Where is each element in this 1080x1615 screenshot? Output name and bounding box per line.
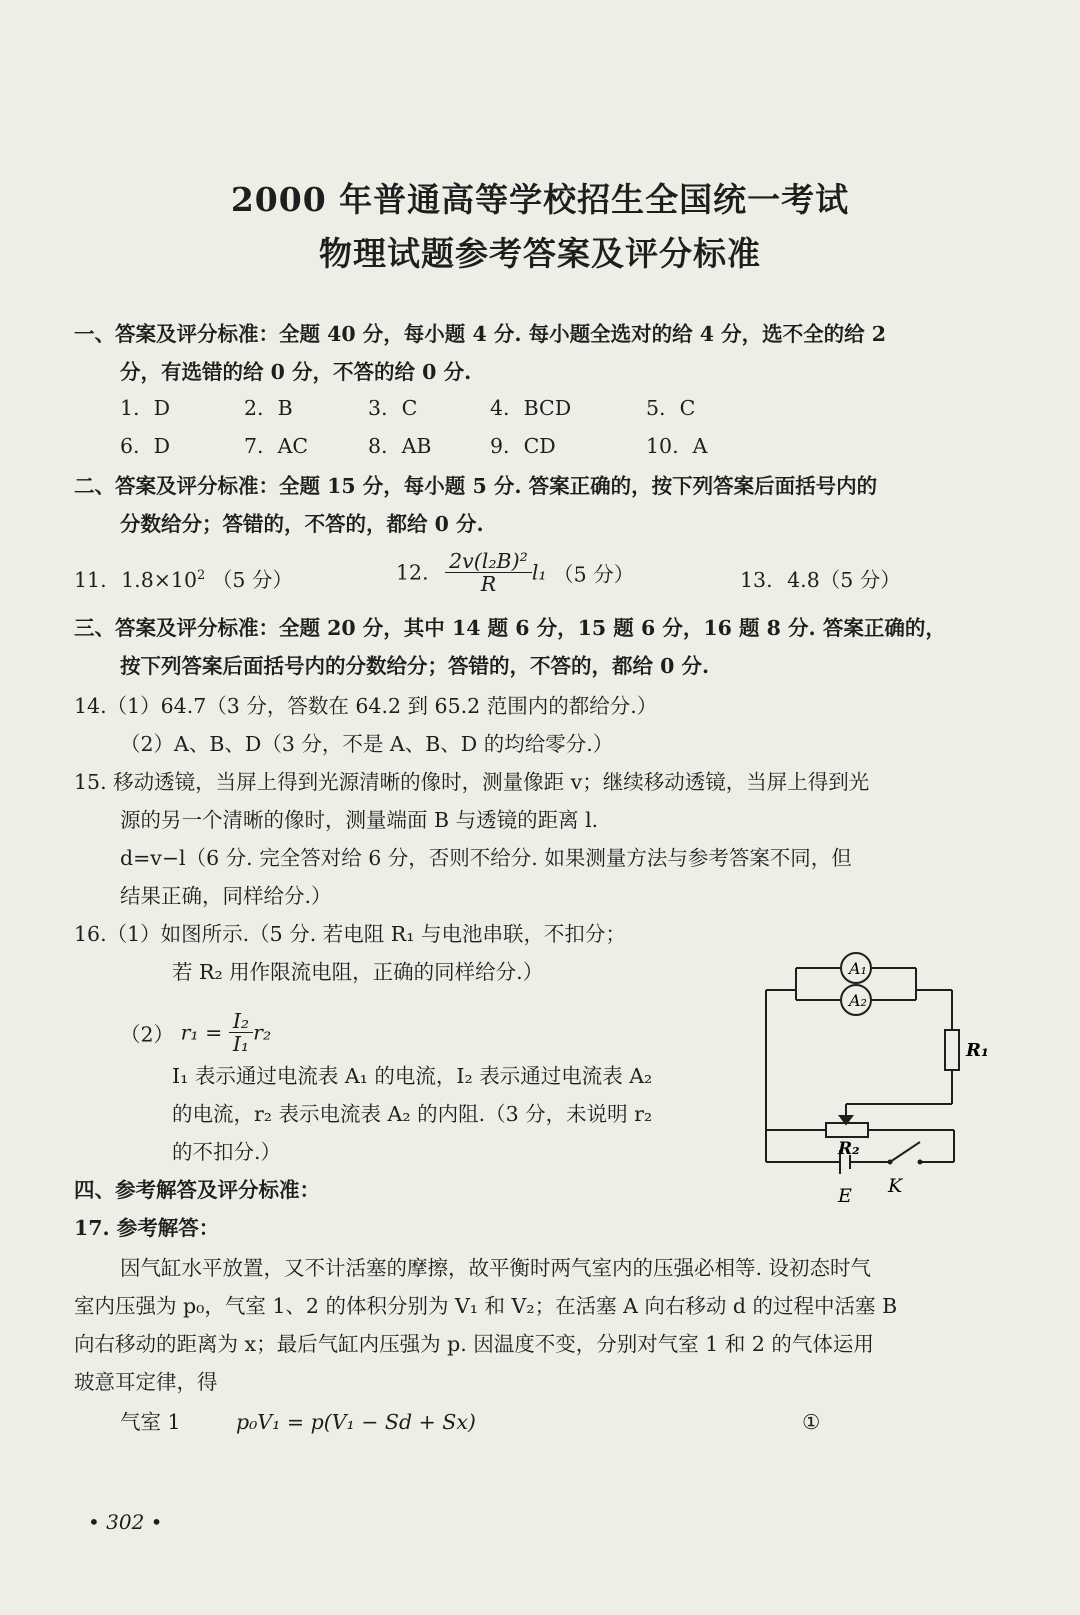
section3-heading-line1: 三、答案及评分标准：全题 20 分，其中 14 题 6 分，15 题 6 分，16 题 8 分. 答案正确的， xyxy=(74,616,946,640)
section1-heading-line1: 一、答案及评分标准：全题 40 分，每小题 4 分. 每小题全选对的给 4 分，选不全的给 2 xyxy=(74,322,887,346)
mc-answer-letter: D xyxy=(153,434,170,458)
mc-answer-letter: B xyxy=(277,396,293,420)
q12-denominator: R xyxy=(480,572,497,596)
page-number: • 302 • xyxy=(88,1510,163,1534)
q14-part1: 14.（1）64.7（3 分，答数在 64.2 到 65.2 范围内的都给分.） xyxy=(74,694,658,718)
section2-heading-line2: 分数给分；答错的，不答的，都给 0 分. xyxy=(120,512,484,536)
title-line-2: 物理试题参考答案及评分标准 xyxy=(319,234,761,273)
circuit-label-r1: R₁ xyxy=(966,1040,989,1061)
q12-numerator: 2v(l₂B)² xyxy=(445,550,532,573)
mc-question-number: 6. xyxy=(120,434,140,458)
mc-answer-letter: C xyxy=(401,396,418,420)
q12-tail: l₁ xyxy=(531,560,547,585)
q17-label: 17. 参考解答： xyxy=(74,1216,220,1240)
circuit-label-r2: R₂ xyxy=(838,1139,860,1159)
mc-answer xyxy=(244,396,293,420)
section3-heading-line2: 按下列答案后面括号内的分数给分；答错的，不答的，都给 0 分. xyxy=(120,654,710,678)
mc-question-number: 3. xyxy=(368,396,388,420)
mc-answer xyxy=(490,396,571,420)
circuit-label-a2: A₂ xyxy=(849,991,867,1010)
mc-answer xyxy=(646,434,707,458)
q14-part2: （2）A、B、D（3 分，不是 A、B、D 的均给零分.） xyxy=(120,732,614,756)
q12-label: 12. xyxy=(396,560,429,585)
mc-answer-letter: BCD xyxy=(523,396,572,420)
mc-answer-letter: D xyxy=(153,396,170,420)
mc-question-number: 5. xyxy=(646,396,666,420)
q13-answer xyxy=(740,563,901,593)
q12-score: （5 分） xyxy=(553,562,635,587)
section4-heading: 四、参考解答及评分标准： xyxy=(74,1178,320,1202)
q16-line1: 16.（1）如图所示.（5 分. 若电阻 R₁ 与电池串联，不扣分； xyxy=(74,922,626,946)
mc-answer xyxy=(490,434,556,458)
mc-answer xyxy=(646,396,695,420)
q12-answer xyxy=(396,550,634,595)
q11-exponent: 2 xyxy=(197,568,206,583)
q12-fraction xyxy=(445,550,532,595)
q16-formula xyxy=(120,1010,271,1055)
mc-question-number: 2. xyxy=(244,396,264,420)
mc-question-number: 7. xyxy=(244,434,264,458)
section2-heading-line1: 二、答案及评分标准：全题 15 分，每小题 5 分. 答案正确的，按下列答案后面括号内的 xyxy=(74,474,878,498)
mc-question-number: 8. xyxy=(368,434,388,458)
q16-formula-lhs: r₁ = xyxy=(180,1020,223,1045)
mc-answer-letter: AC xyxy=(277,434,309,458)
q11-label: 11. xyxy=(74,568,107,592)
mc-answer-letter: AB xyxy=(401,434,432,458)
section1-heading-line2: 分，有选错的给 0 分，不答的给 0 分. xyxy=(120,360,472,384)
q11-score: （5 分） xyxy=(211,568,293,592)
q15-line3: d=v−l（6 分. 完全答对给 6 分，否则不给分. 如果测量方法与参考答案不同，但 xyxy=(120,846,852,870)
q17-paragraph-line3: 向右移动的距离为 x；最后气缸内压强为 p. 因温度不变，分别对气室 1 和 2 的气体运用 xyxy=(74,1332,874,1356)
mc-question-number: 1. xyxy=(120,396,140,420)
circuit-label-a1: A₁ xyxy=(849,959,867,978)
q15-line2: 源的另一个清晰的像时，测量端面 B 与透镜的距离 l. xyxy=(120,808,599,832)
q16-formula-rhs: r₂ xyxy=(253,1020,272,1045)
title-line-1: 2000 年普通高等学校招生全国统一考试 xyxy=(230,180,850,219)
circuit-label-k: K xyxy=(888,1175,903,1197)
mc-question-number: 10. xyxy=(646,434,679,458)
q17-paragraph-line4: 玻意耳定律，得 xyxy=(74,1370,218,1394)
mc-answer-letter: CD xyxy=(523,434,556,458)
q16-line4: I₁ 表示通过电流表 A₁ 的电流，I₂ 表示通过电流表 A₂ xyxy=(172,1064,653,1088)
circuit-label-e: E xyxy=(838,1185,852,1207)
mc-answer-letter: C xyxy=(679,396,696,420)
q13-label: 13. xyxy=(740,568,773,592)
q16-formula-denominator: I₁ xyxy=(232,1032,250,1056)
q17-equation-number: ① xyxy=(802,1410,821,1434)
mc-answer xyxy=(120,434,170,458)
mc-answer-letter: A xyxy=(692,434,708,458)
mc-question-number: 9. xyxy=(490,434,510,458)
mc-answer xyxy=(244,434,308,458)
mc-answer xyxy=(368,434,431,458)
q16-line6: 的不扣分.） xyxy=(172,1140,282,1164)
q11-value: 1.8×10 xyxy=(121,568,198,592)
q13-value: 4.8（5 分） xyxy=(787,568,901,592)
q16-formula-label: （2） xyxy=(120,1022,175,1047)
mc-answer xyxy=(368,396,417,420)
q15-line1: 15. 移动透镜，当屏上得到光源清晰的像时，测量像距 v；继续移动透镜，当屏上得到光 xyxy=(74,770,870,794)
q16-formula-numerator: I₂ xyxy=(229,1010,253,1033)
circuit-diagram xyxy=(760,948,1040,1208)
q17-equation-label: 气室 1 xyxy=(120,1410,181,1434)
q11-answer xyxy=(74,563,293,593)
q16-line2: 若 R₂ 用作限流电阻，正确的同样给分.） xyxy=(172,960,544,984)
q15-line4: 结果正确，同样给分.） xyxy=(120,884,332,908)
q17-equation: p₀V₁ = p(V₁ − Sd + Sx) xyxy=(236,1410,476,1434)
q17-paragraph-line1: 因气缸水平放置，又不计活塞的摩擦，故平衡时两气室内的压强必相等. 设初态时气 xyxy=(120,1256,872,1280)
mc-question-number: 4. xyxy=(490,396,510,420)
q16-line5: 的电流，r₂ 表示电流表 A₂ 的内阻.（3 分，未说明 r₂ xyxy=(172,1102,653,1126)
mc-answer xyxy=(120,396,170,420)
q17-paragraph-line2: 室内压强为 p₀，气室 1、2 的体积分别为 V₁ 和 V₂；在活塞 A 向右移动 d 的过程中活塞 B xyxy=(74,1294,898,1318)
q16-formula-fraction xyxy=(229,1010,253,1055)
